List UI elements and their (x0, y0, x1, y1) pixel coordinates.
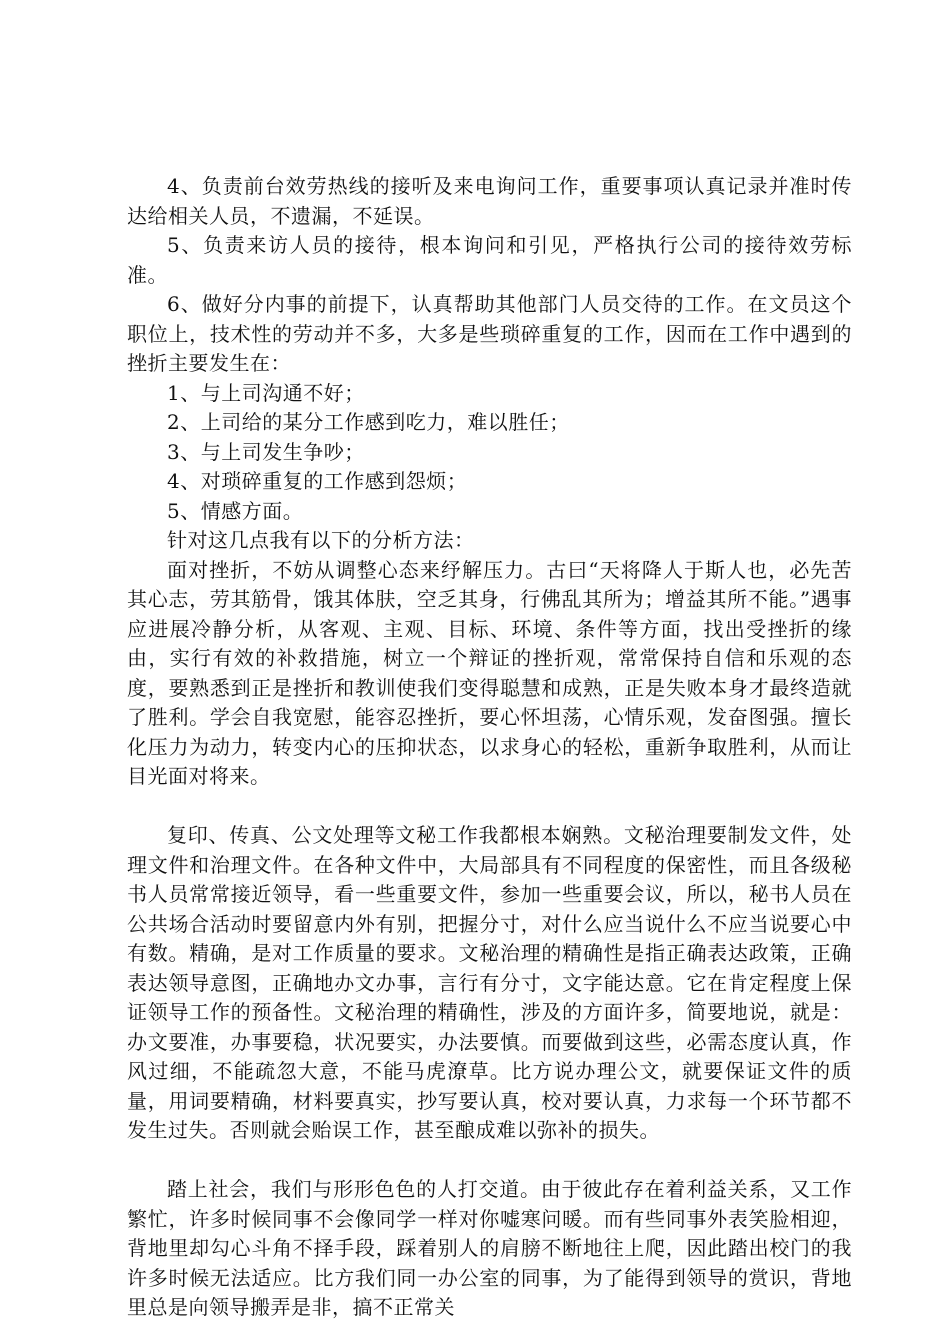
list-item-2: 2、上司给的某分工作感到吃力，难以胜任； (167, 410, 570, 434)
list-item-5: 5、情感方面。 (167, 498, 304, 523)
analysis-intro: 针对这几点我有以下的分析方法： (167, 528, 475, 552)
list-item-4: 4、对琐碎重复的工作感到怨烦； (167, 469, 468, 493)
paragraph-secretarial-work: 复印、传真、公文处理等文秘工作我都根本娴熟。文秘治理要制发文件，处理文件和治理文件。在各种文件中，大局部具有不同程度的保密性，而且各级秘书人员常常接近领导，看一些重要文件，参加一些重要会议，所以，秘书人员在公共场合活动时要留意内外有别，把握分寸，对什么应当说什么不应当说要心中有数。精确，是对工作质量的要求。文秘治理的精确性是指正确表达政策，正确表达领导意图，正确地办文办事，言行有分寸，文字能达意。它在肯定程度上保证领导工作的预备性。文秘治理的精确性，涉及的方面许多，简要地说，就是：办文要准，办事要稳，状况要实，办法要慎。而要做到这些，必需态度认真，作风过细，不能疏忽大意，不能马虎潦草。比方说办理公文，就要保证文件的质量，用词要精确，材料要真实，抄写要认真，校对要认真，力求每一个环节都不发生过失。否则就会贻误工作，甚至酿成难以弥补的损失。 (127, 823, 852, 1142)
paragraph-facing-setbacks: 面对挫折，不妨从调整心态来纾解压力。古曰“天将降人于斯人也，必先苦其心志，劳其筋骨，饿其体肤，空乏其身，行佛乱其所为；增益其所不能。”遇事应进展冷静分析，从客观、主观、目标、环境、条件等方面，找出受挫折的缘由，实行有效的补救措施，树立一个辩证的挫折观，常常保持自信和乐观的态度，要熟悉到正是挫折和教训使我们变得聪慧和成熟，正是失败本身才最终造就了胜利。学会自我宽慰，能容忍挫折，要心怀坦荡，心情乐观，发奋图强。擅长化压力为动力，转变内心的压抑状态，以求身心的轻松，重新争取胜利，从而让目光面对将来。 (127, 557, 852, 788)
list-item-1: 1、与上司沟通不好； (167, 380, 365, 405)
paragraph-item-4: 4、负责前台效劳热线的接听及来电询问工作，重要事项认真记录并准时传达给相关人员，不遗漏，不延误。 (127, 174, 852, 228)
paragraph-item-6: 6、做好分内事的前提下，认真帮助其他部门人员交待的工作。在文员这个职位上，技术性的劳动并不多，大多是些琐碎重复的工作，因而在工作中遇到的挫折主要发生在： (127, 292, 852, 375)
list-item-3: 3、与上司发生争吵； (167, 439, 365, 464)
paragraph-entering-society: 踏上社会，我们与形形色色的人打交道。由于彼此存在着利益关系，又工作繁忙，许多时候同事不会像同学一样对你嘘寒问暖。而有些同事外表笑脸相迎，背地里却勾心斗角不择手段，踩着别人的肩膀不断地往上爬，因此踏出校门的我许多时候无法适应。比方我们同一办公室的同事，为了能得到领导的赏识，背地里总是向领导搬弄是非，搞不正常关 (127, 1177, 852, 1319)
document-body (127, 172, 852, 1323)
paragraph-item-5: 5、负责来访人员的接待，根本询问和引见，严格执行公司的接待效劳标准。 (127, 233, 852, 287)
